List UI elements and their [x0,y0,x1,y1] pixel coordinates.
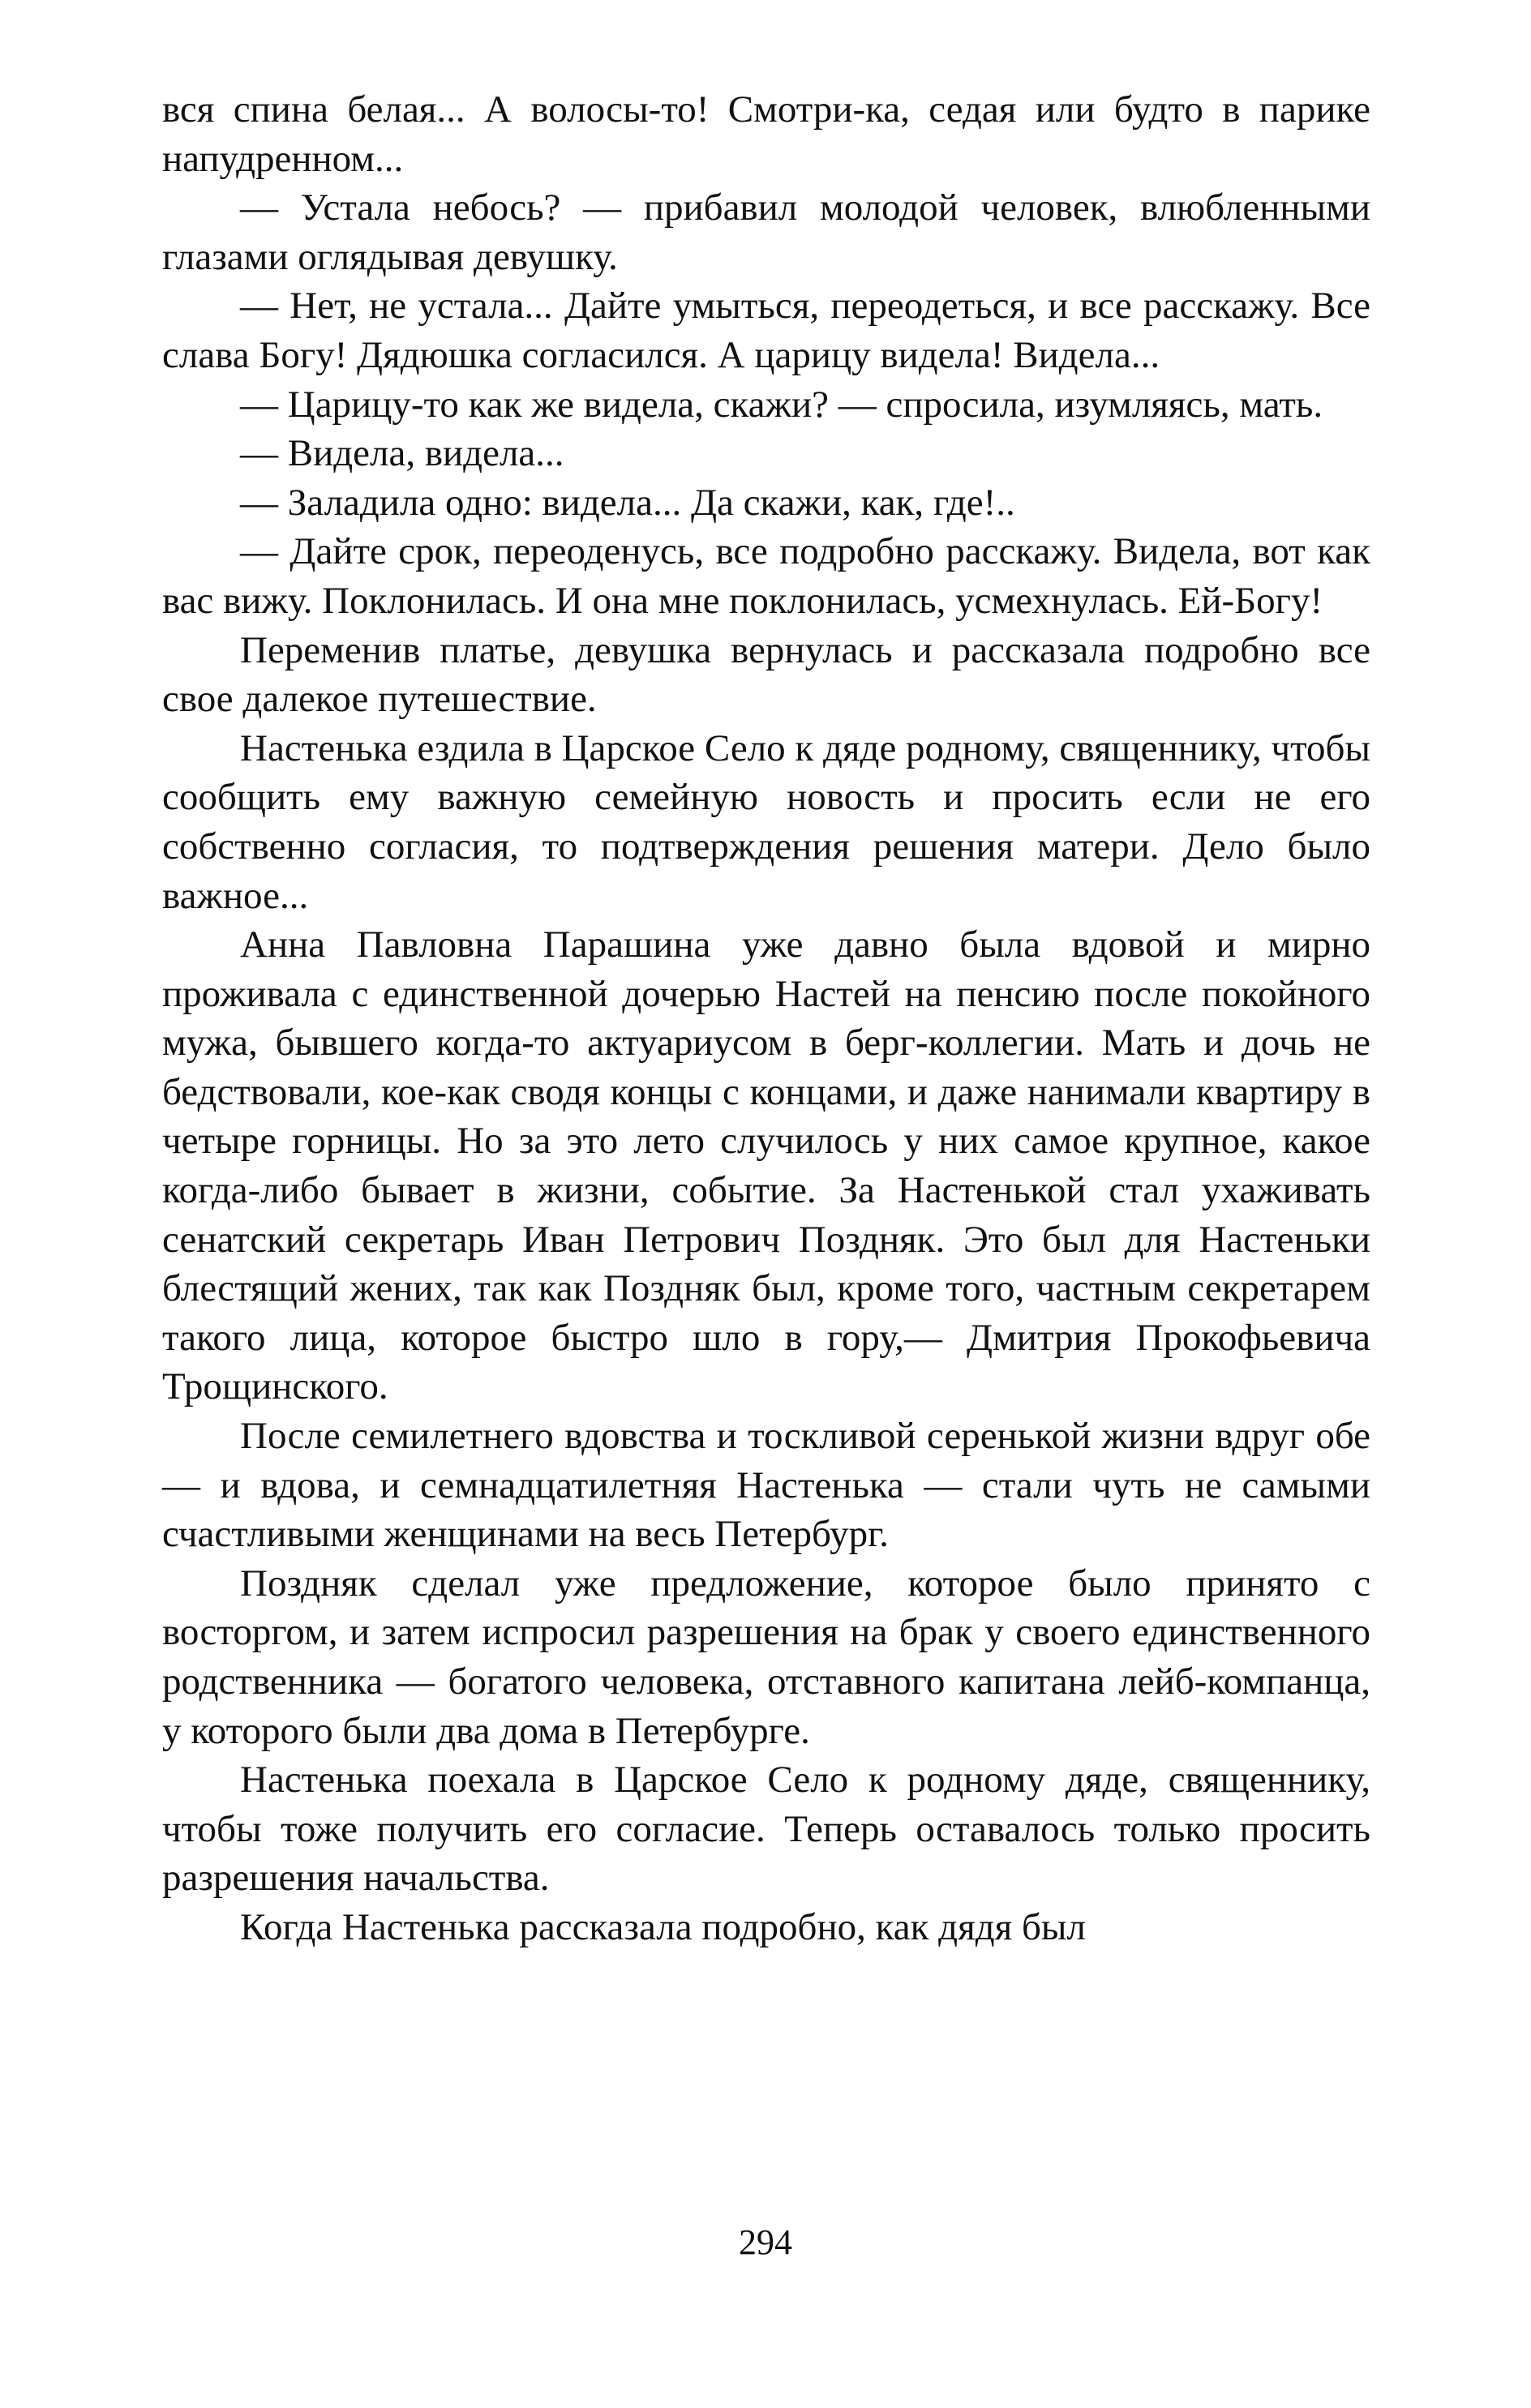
paragraph-13: Настенька поехала в Царское Село к родному дяде, священнику, чтобы тоже получить его согласие. Теперь оставалось только просить разрешения начальства. [162,1759,1370,1900]
page-number: 294 [739,2222,792,2262]
paragraph-2: — Устала небось? — прибавил молодой человек, влюбленными глазами оглядывая девушку. [162,186,1370,278]
paragraph-14: Когда Настенька рассказала подробно, как дядя был [240,1905,1086,1948]
paragraph-3: — Нет, не устала... Дайте умыться, переодеться, и все расскажу. Все слава Богу! Дядюшка согласился. А царицу видела! Видела... [162,285,1370,376]
paragraph-11: После семилетнего вдовства и тоскливой серенькой жизни вдруг обе — и вдова, и семнадцатилетняя Настенька — стали чуть не самыми счастливыми женщинами на весь Петербург. [162,1415,1370,1556]
paragraph-12: Поздняк сделал уже предложение, которое было принято с восторгом, и затем испросил разрешения на брак у своего единственного родственника — богатого человека, отставного капитана лейб-компанца, у которого были два дома в Петербурге. [162,1562,1370,1752]
paragraph-9: Настенька ездила в Царское Село к дяде родному, священнику, чтобы сообщить ему важную семейную новость и просить если не его собственно согласия, то подтверждения решения матери. Дело было важное... [162,726,1370,917]
paragraph-5: — Видела, видела... [240,432,564,475]
paragraph-6: — Заладила одно: видела... Да скажи, как, где!.. [240,481,1015,524]
paragraph-1: вся спина белая... А волосы-то! Смотри-ка, седая или будто в парике напудренном... [162,88,1370,180]
paragraph-10: Анна Павловна Парашина уже давно была вдовой и мирно проживала с единственной дочерью Настей на пенсию после покойного мужа, бывшего когда-то актуариусом в берг-коллегии. Мать и дочь не бедствовали, кое-как сводя концы с концами, и даже нанимали квартиру в четыре горницы. Но за это лето случилось у них самое крупное, какое когда-либо бывает в жизни, событие. За Настенькой стал ухаживать сенатский секретарь Иван Петрович Поздняк. Это был для Настеньки блестящий жених, так как Поздняк был, кроме того, частным секретарем такого лица, которое быстро шло в гору,— Дмитрия Прокофьевича Трощинского. [162,923,1370,1408]
paragraph-4: — Царицу-то как же видела, скажи? — спросила, изумляясь, мать. [240,383,1323,426]
page-text [162,85,1370,1952]
paragraph-7: — Дайте срок, переоденусь, все подробно расскажу. Видела, вот как вас вижу. Поклонилась. И она мне поклонилась, усмехнулась. Ей-Богу! [162,530,1370,622]
paragraph-8: Переменив платье, девушка вернулась и рассказала подробно все свое далекое путешествие. [162,628,1370,721]
